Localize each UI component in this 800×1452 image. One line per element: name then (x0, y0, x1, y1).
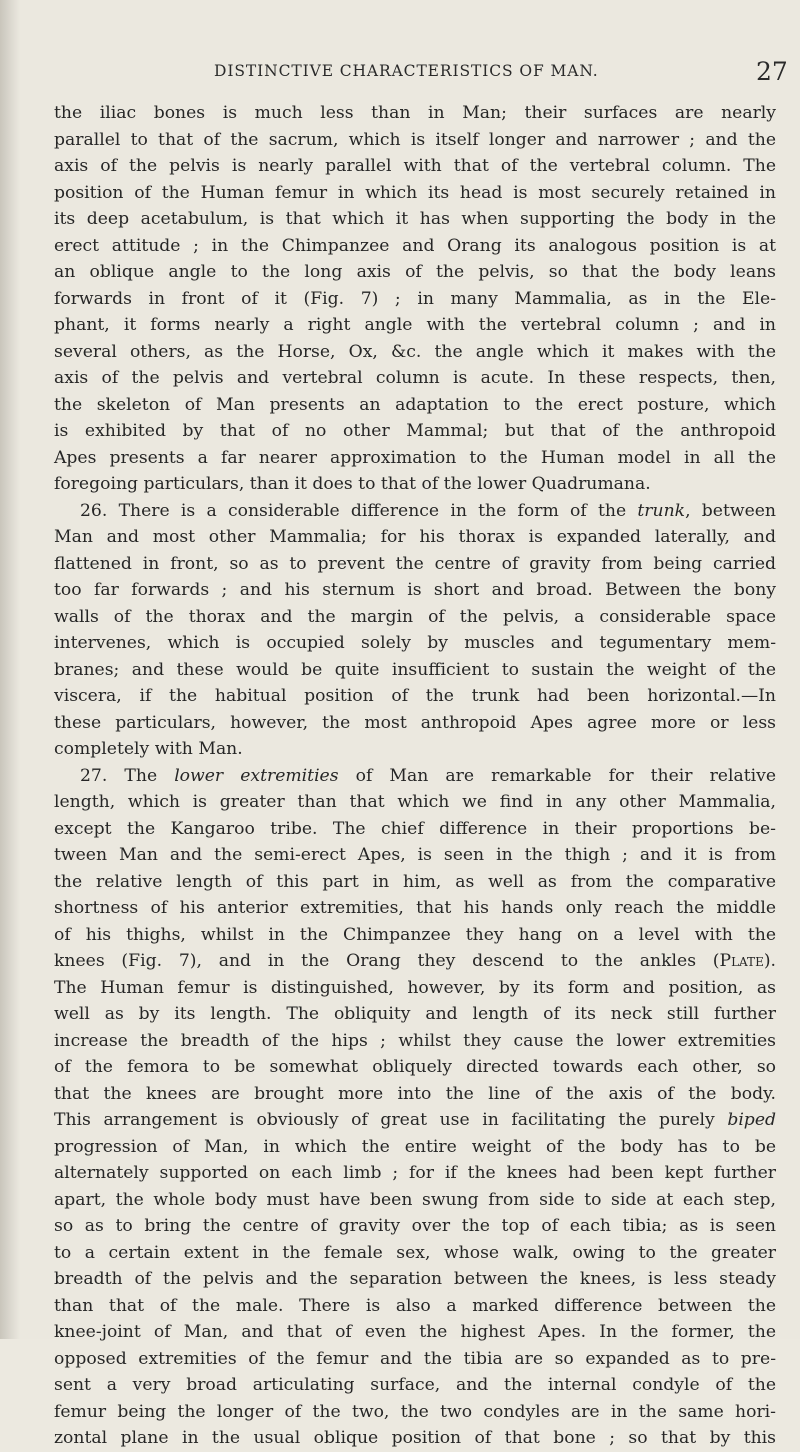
text-line: too far forwards ; and his sternum is short and broad. Between the bony (54, 580, 776, 600)
text-line: an oblique angle to the long axis of the pelvis, so that the body leans (54, 262, 776, 282)
text-line-paragraph-start: 26. There is a considerable difference in the form of the trunk, between (80, 500, 777, 521)
text-line: knee-joint of Man, and that of even the highest Apes. In the former, the (54, 1322, 776, 1342)
text-line: zontal plane in the usual oblique position of that bone ; so that by this (54, 1428, 776, 1448)
text-line: knees (Fig. 7), and in the Orang they descend to the ankles (Plate). (54, 951, 776, 971)
text-line-paragraph-start: 27. The lower extremities of Man are remarkable for their relative (80, 765, 777, 786)
text-line: the relative length of this part in him, as well as from the comparative (54, 871, 776, 892)
text-line: erect attitude ; in the Chimpanzee and Orang its analogous position is at (54, 235, 776, 256)
text-line: progression of Man, in which the entire weight of the body has to be (54, 1136, 776, 1157)
text-line: that the knees are brought more into the line of the axis of the body. (54, 1083, 776, 1104)
text-line: of his thighs, whilst in the Chimpanzee they hang on a level with the (54, 924, 776, 945)
text-line: to a certain extent in the female sex, whose walk, owing to the greater (54, 1242, 776, 1263)
text-line: its deep acetabulum, is that which it has when supporting the body in the (54, 209, 776, 229)
text-line: increase the breadth of the hips ; whilst they cause the lower extremities (54, 1030, 776, 1051)
text-line: phant, it forms nearly a right angle with the vertebral column ; and in (54, 315, 776, 335)
text-line-paragraph-end: completely with Man. (54, 739, 243, 759)
text-line: branes; and these would be quite insufficient to sustain the weight of the (54, 659, 776, 680)
text-line: except the Kangaroo tribe. The chief difference in their proportions be- (54, 818, 776, 839)
text-line: these particulars, however, the most anthropoid Apes agree more or less (54, 712, 776, 733)
text-line: walls of the thorax and the margin of the pelvis, a considerable space (54, 606, 776, 627)
text-line: tween Man and the semi-erect Apes, is seen in the thigh ; and it is from (54, 845, 776, 865)
body-text (54, 100, 776, 1452)
text-line: parallel to that of the sacrum, which is itself longer and narrower ; and the (54, 129, 776, 150)
binding-gutter-shadow (0, 0, 20, 1339)
text-line: Man and most other Mammalia; for his thorax is expanded laterally, and (54, 527, 776, 547)
text-line: the iliac bones is much less than in Man; their surfaces are nearly (54, 103, 776, 123)
text-line: alternately supported on each limb ; for if the knees had been kept further (54, 1163, 776, 1183)
text-line: position of the Human femur in which its head is most securely retained in (54, 182, 776, 203)
text-line: sent a very broad articulating surface, and the internal condyle of the (54, 1375, 776, 1395)
running-title: DISTINCTIVE CHARACTERISTICS OF MAN. (214, 62, 599, 80)
text-line: forwards in front of it (Fig. 7) ; in many Mammalia, as in the Ele- (54, 288, 776, 309)
text-line: breadth of the pelvis and the separation between the knees, is less steady (54, 1269, 776, 1289)
text-line: of the femora to be somewhat obliquely directed towards each other, so (54, 1057, 776, 1077)
running-head (0, 57, 800, 90)
text-line: axis of the pelvis is nearly parallel with that of the vertebral column. The (54, 156, 776, 176)
text-line: length, which is greater than that which we find in any other Mammalia, (54, 792, 776, 812)
text-line: flattened in front, so as to prevent the centre of gravity from being carried (54, 553, 776, 574)
text-line: viscera, if the habitual position of the trunk had been horizontal.—In (54, 686, 776, 706)
text-line: intervenes, which is occupied solely by muscles and tegumentary mem- (54, 633, 776, 653)
text-line: This arrangement is obviously of great use in facilitating the purely biped (54, 1110, 776, 1130)
text-line: several others, as the Horse, Ox, &c. the angle which it makes with the (54, 341, 776, 362)
text-line: Apes presents a far nearer approximation to the Human model in all the (54, 447, 776, 468)
text-line: well as by its length. The obliquity and length of its neck still further (54, 1004, 776, 1024)
text-line: opposed extremities of the femur and the tibia are so expanded as to pre- (54, 1348, 776, 1369)
text-line: apart, the whole body must have been swung from side to side at each step, (54, 1189, 776, 1210)
text-line: The Human femur is distinguished, however, by its form and position, as (54, 977, 776, 998)
text-line: axis of the pelvis and vertebral column is acute. In these respects, then, (54, 368, 776, 388)
text-line: shortness of his anterior extremities, that his hands only reach the middle (54, 898, 776, 918)
text-line: femur being the longer of the two, the two condyles are in the same hori- (54, 1401, 776, 1422)
text-line-paragraph-end: foregoing particulars, than it does to that of the lower Quadrumana. (54, 474, 651, 494)
text-line: so as to bring the centre of gravity over the top of each tibia; as is seen (54, 1216, 776, 1236)
page-number: 27 (756, 57, 788, 86)
text-line: than that of the male. There is also a marked difference between the (54, 1295, 776, 1316)
text-line: the skeleton of Man presents an adaptation to the erect posture, which (54, 394, 776, 415)
text-line: is exhibited by that of no other Mammal; but that of the anthropoid (54, 421, 776, 441)
